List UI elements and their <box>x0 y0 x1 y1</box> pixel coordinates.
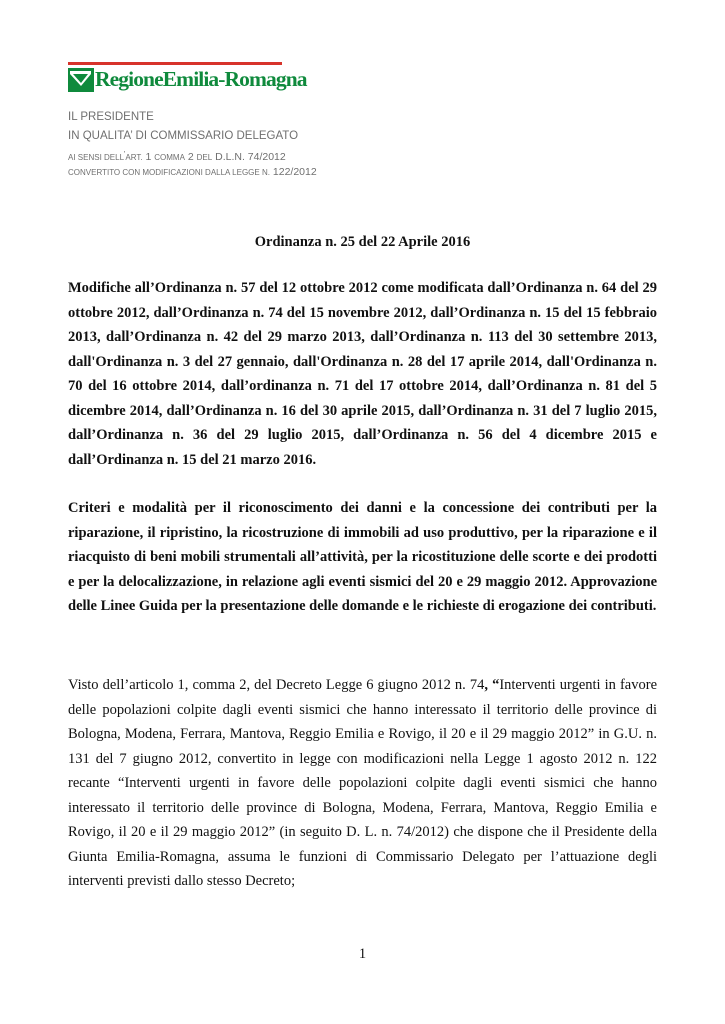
criteria-paragraph: Criteri e modalità per il riconoscimento dei danni e la concessione dei contributi per la riparazione, il ripristino, la ricostruzione di immobili ad uso produttivo, per la riparazione e il riacquisto di beni mobili strumentali all’attività, per la ricostituzione delle scorte e dei prodotti e per la delocalizzazione, in relazione agli eventi sismici del 20 e 29 maggio 2012. Approvazione delle Linee Guida per la presentazione delle domande e le richieste di erogazione dei contributi. <box>68 500 657 614</box>
logo-wordmark: RegioneEmilia-Romagna <box>95 67 307 91</box>
region-logo <box>68 62 307 94</box>
region-emblem-icon <box>68 68 94 92</box>
page-number: 1 <box>358 946 367 962</box>
visto-paragraph: Visto dell’articolo 1, comma 2, del Decreto Legge 6 giugno 2012 n. 74, “Interventi urgenti in favore delle popolazioni colpite dagli eventi sismici che hanno interessato il territorio delle province di Bologna, Modena, Ferrara, Mantova, Reggio Emilia e Rovigo, il 20 e il 29 maggio 2012” in G.U. n. 131 del 7 giugno 2012, convertito in legge con modificazioni nella Legge 1 agosto 2012 n. 122 recante “Interventi urgenti in favore delle popolazioni colpite dagli eventi sismici che hanno interessato il territorio delle province di Bologna, Modena, Ferrara, Mantova, Reggio Emilia e Rovigo, il 20 e il 29 maggio 2012” (in seguito D. L. n. 74/2012) che dispone che il Presidente della Giunta Emilia-Romagna, assuma le funzioni di Commissario Delegato per l’attuazione degli interventi previsti dallo stesso Decreto; <box>68 677 658 889</box>
header-president: IL PRESIDENTE <box>68 111 154 123</box>
header-commissioner: IN QUALITA’ DI COMMISSARIO DELEGATO <box>68 130 299 142</box>
header-conversion-law: CONVERTITO CON MODIFICAZIONI DALLA LEGGE N. 122/2012 <box>68 166 317 178</box>
ordinance-title: Ordinanza n. 25 del 22 Aprile 2016 <box>254 234 471 250</box>
header-legal-basis: AI SENSI DELL’ART. 1 COMMA 2 DEL D.L.N. 74/2012 <box>68 150 286 163</box>
modifications-paragraph: Modifiche all’Ordinanza n. 57 del 12 ottobre 2012 come modificata dall’Ordinanza n. 64 del 29 ottobre 2012, dall’Ordinanza n. 74 del 15 novembre 2012, dall’Ordinanza n. 15 del 15 febbraio 2013, dall’Ordinanza n. 42 del 29 marzo 2013, dall’Ordinanza n. 113 del 30 settembre 2013, dall'Ordinanza n. 3 del 27 gennaio, dall'Ordinanza n. 28 del 17 aprile 2014, dall'Ordinanza n. 70 del 16 ottobre 2014, dall’ordinanza n. 71 del 17 ottobre 2014, dall’Ordinanza n. 81 del 5 dicembre 2014, dall’Ordinanza n. 16 del 30 aprile 2015, dall’Ordinanza n. 31 del 7 luglio 2015, dall’Ordinanza n. 36 del 29 luglio 2015, dall’Ordinanza n. 56 del 4 dicembre 2015 e dall’Ordinanza n. 15 del 21 marzo 2016. <box>68 280 657 468</box>
logo-red-bar <box>68 62 282 65</box>
